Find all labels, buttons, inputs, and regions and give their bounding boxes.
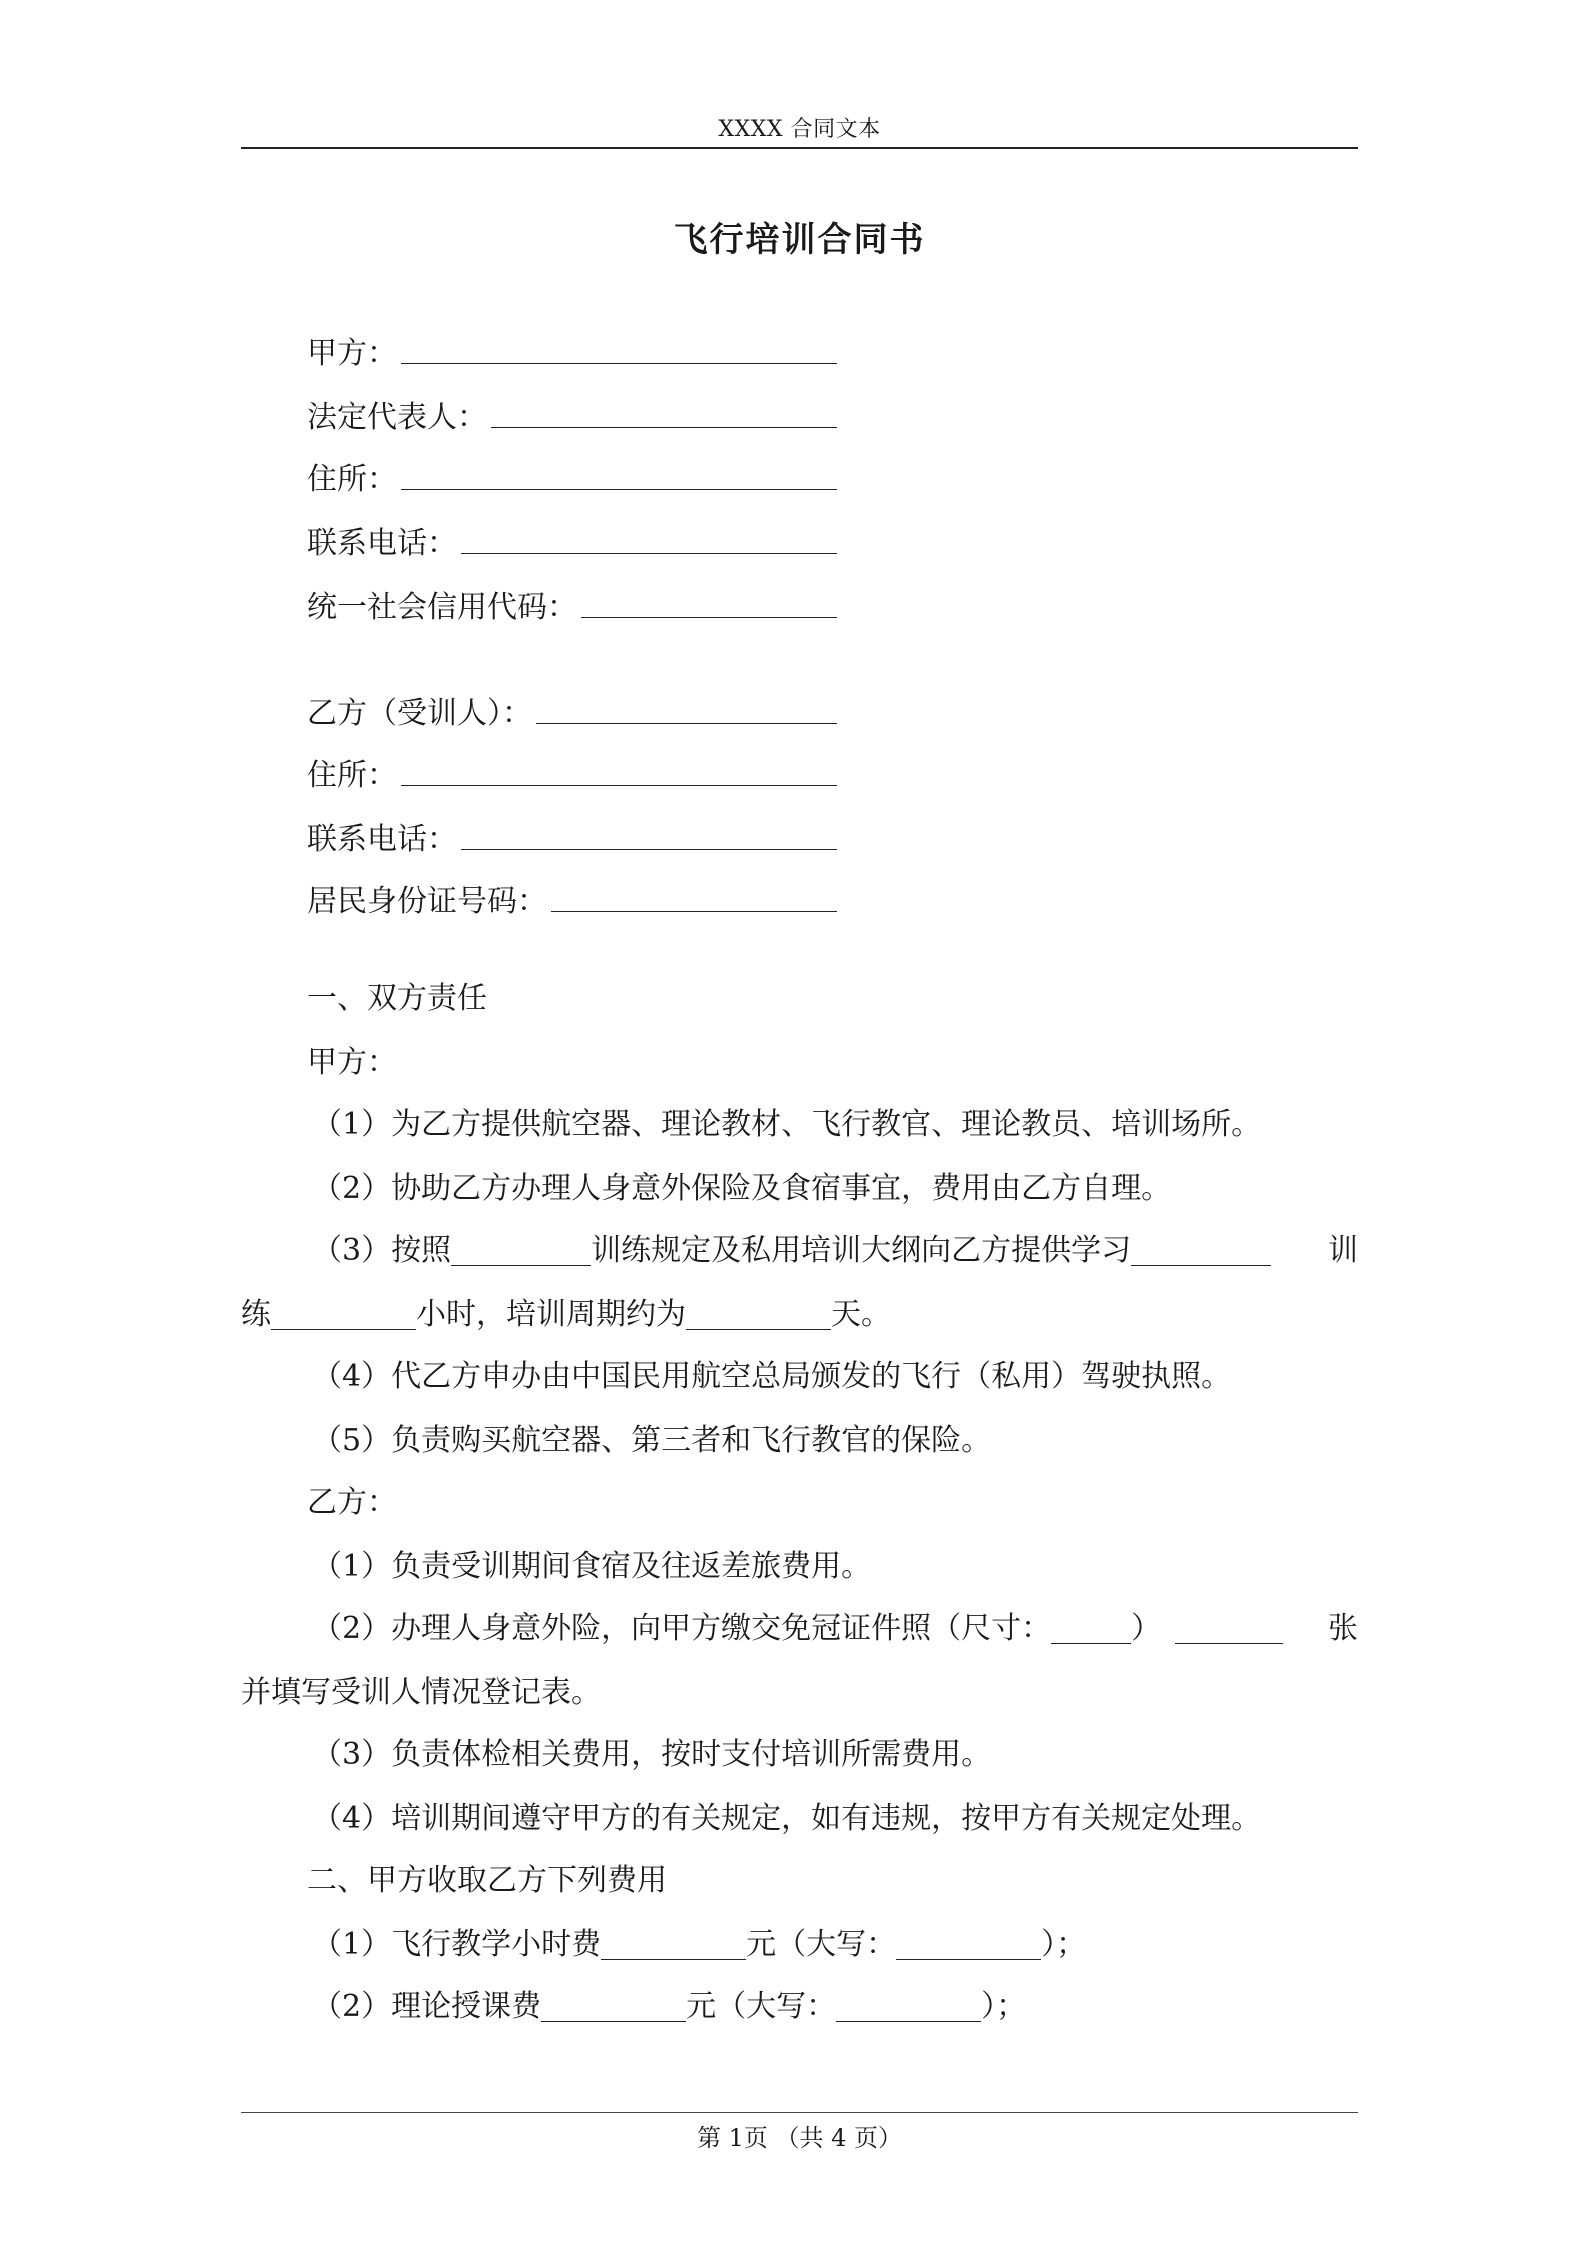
fee-2-text-2: 元（大写： — [686, 1989, 837, 2024]
clause-a3-line2 — [241, 1292, 891, 1338]
clause-b2-text-3: 张 — [1328, 1611, 1358, 1646]
party-b-id-blank[interactable] — [551, 911, 837, 912]
fee-1-text-2: 元（大写： — [746, 1927, 897, 1962]
clause-b3: （3）负责体检相关费用，按时支付培训所需费用。 — [312, 1737, 992, 1772]
clause-a3-blank-days[interactable] — [686, 1299, 831, 1330]
clause-a3-text-1: （3）按照 — [312, 1233, 452, 1268]
party-a-address-blank[interactable] — [401, 489, 837, 490]
clause-b2-line2: 并填写受训人情况登记表。 — [241, 1675, 601, 1710]
party-b-phone-field — [307, 812, 837, 858]
footer-divider — [241, 2112, 1358, 2113]
clause-b2-line1 — [312, 1606, 1358, 1652]
fee-2-text-3: ）； — [981, 1989, 1027, 2024]
fee-1-blank-amount[interactable] — [601, 1929, 746, 1960]
party-b-address-blank[interactable] — [401, 785, 837, 786]
section-1-heading: 一、双方责任 — [307, 981, 487, 1016]
party-b-id-field — [307, 874, 837, 920]
clause-a3-text-2: 训练规定及私用培训大纲向乙方提供学习 — [591, 1233, 1132, 1268]
fee-2-text-1: （2）理论授课费 — [312, 1989, 542, 2024]
party-b-name-field — [307, 686, 837, 732]
clause-a5: （5）负责购买航空器、第三者和飞行教官的保险。 — [312, 1423, 992, 1458]
party-a-address-field — [307, 452, 837, 498]
party-a-phone-blank[interactable] — [461, 553, 837, 554]
clause-a3-blank-study[interactable] — [1131, 1235, 1271, 1266]
document-title: 飞行培训合同书 — [673, 220, 926, 260]
fee-2-blank-amount[interactable] — [541, 1991, 686, 2022]
party-a-rep-field — [307, 390, 837, 436]
section-2-heading: 二、甲方收取乙方下列费用 — [307, 1863, 667, 1898]
party-a-phone-field — [307, 516, 837, 562]
clause-a3-blank-hours[interactable] — [271, 1299, 416, 1330]
party-a-credit-code-label: 统一社会信用代码： — [307, 590, 577, 625]
fee-1-text-3: ）； — [1041, 1927, 1087, 1962]
party-a-credit-code-blank[interactable] — [581, 617, 837, 618]
party-a-name-field — [307, 326, 837, 372]
fee-line-1 — [312, 1922, 1086, 1968]
party-b-name-blank[interactable] — [536, 723, 837, 724]
clause-b2-blank-count[interactable] — [1175, 1613, 1283, 1644]
party-a-rep-label: 法定代表人： — [307, 400, 487, 435]
party-b-id-label: 居民身份证号码： — [307, 884, 547, 919]
clause-a1: （1）为乙方提供航空器、理论教材、飞行教官、理论教员、培训场所。 — [312, 1107, 1262, 1142]
clause-a3-blank-regulation[interactable] — [451, 1235, 591, 1266]
party-a-name-blank[interactable] — [401, 363, 837, 364]
clause-a3-text-5: 小时，培训周期约为 — [416, 1297, 686, 1332]
header-divider — [241, 147, 1358, 149]
fee-1-text-1: （1）飞行教学小时费 — [312, 1927, 602, 1962]
clause-b4: （4）培训期间遵守甲方的有关规定，如有违规，按甲方有关规定处理。 — [312, 1801, 1262, 1836]
party-a-phone-label: 联系电话： — [307, 526, 457, 561]
clause-a3-text-4: 练 — [241, 1297, 271, 1332]
fee-2-blank-capital[interactable] — [836, 1991, 981, 2022]
clause-b2-blank-size[interactable] — [1051, 1613, 1131, 1644]
fee-line-2 — [312, 1984, 1026, 2030]
clause-b1: （1）负责受训期间食宿及往返差旅费用。 — [312, 1549, 872, 1584]
page-footer: 第 1页 （共 4 页） — [696, 2124, 903, 2152]
fee-1-blank-capital[interactable] — [896, 1929, 1041, 1960]
party-b-address-label: 住所： — [307, 758, 397, 793]
clause-a3-line1 — [312, 1228, 1358, 1274]
section-1-party-b-label: 乙方： — [307, 1485, 397, 1520]
party-a-name-label: 甲方： — [307, 336, 397, 371]
section-1-party-a-label: 甲方： — [307, 1045, 397, 1080]
party-b-name-label: 乙方（受训人）： — [307, 696, 532, 731]
party-a-credit-code-field — [307, 580, 837, 626]
clause-a4: （4）代乙方申办由中国民用航空总局颁发的飞行（私用）驾驶执照。 — [312, 1359, 1232, 1394]
clause-a2: （2）协助乙方办理人身意外保险及食宿事宜，费用由乙方自理。 — [312, 1171, 1172, 1206]
clause-b2-text-2: ） — [1131, 1611, 1162, 1646]
party-a-rep-blank[interactable] — [491, 427, 837, 428]
clause-a3-text-3: 训 — [1328, 1233, 1358, 1268]
party-b-phone-blank[interactable] — [461, 849, 837, 850]
clause-b2-text-1: （2）办理人身意外险，向甲方缴交免冠证件照（尺寸： — [312, 1611, 1052, 1646]
party-b-phone-label: 联系电话： — [307, 822, 457, 857]
clause-a3-text-6: 天。 — [831, 1297, 891, 1332]
party-b-address-field — [307, 748, 837, 794]
page-header: XXXX 合同文本 — [718, 117, 881, 142]
party-a-address-label: 住所： — [307, 462, 397, 497]
